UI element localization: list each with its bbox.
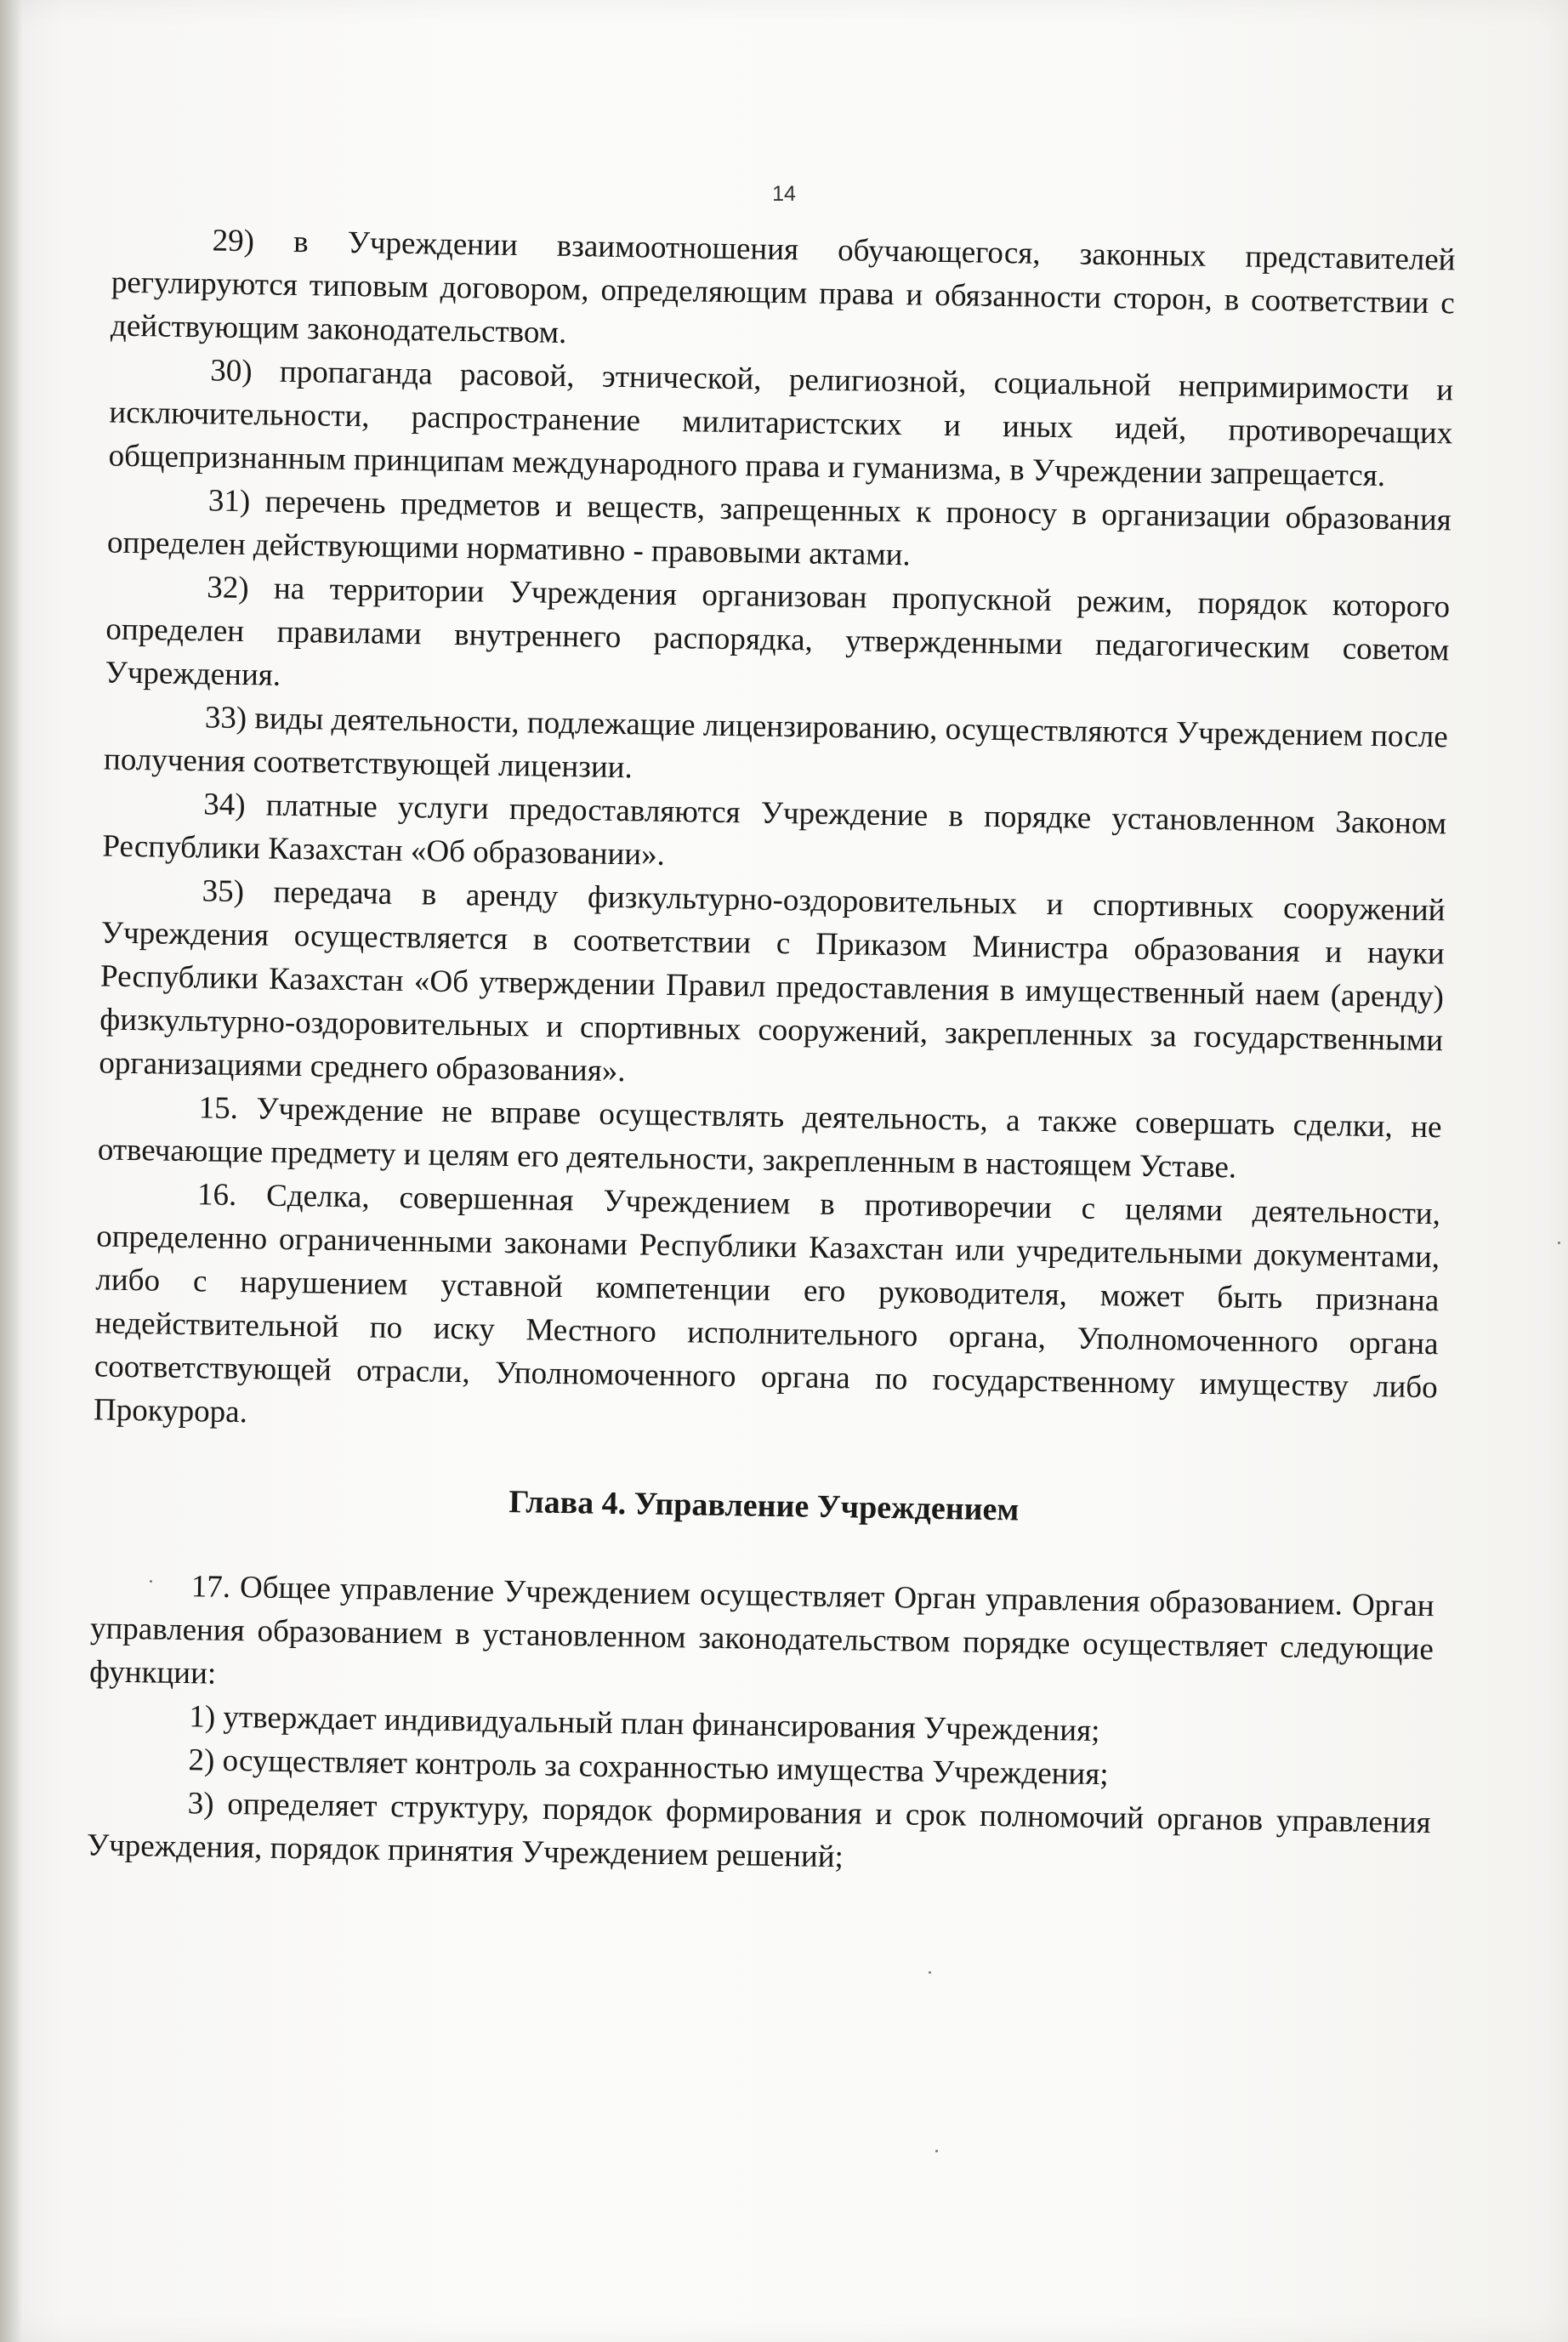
function-item-2: 2) осуществляет контроль за сохранностью имущества Учреждения; bbox=[188, 1742, 1109, 1793]
page-edge-shadow bbox=[0, 0, 22, 2342]
page-number: 14 bbox=[772, 182, 796, 206]
list-item-33: 33) виды деятельности, подлежащие лицензированию, осуществляются Учреждением после получения соответствующей лицензии. bbox=[103, 700, 1449, 786]
chapter-title: Глава 4. Управление Учреждением bbox=[508, 1484, 1020, 1528]
paragraph-15: 15. Учреждение не вправе осуществлять деятельность, а также совершать сделки, не отвечающие предмету и целям его деятельности, закрепленным в настоящем Уставе. bbox=[97, 1090, 1442, 1185]
list-item-34: 34) платные услуги предоставляются Учреждение в порядке установленном Законом Республики Казахстан «Об образовании». bbox=[102, 787, 1447, 873]
list-item-30: 30) пропаганда расовой, этнической, религиозной, социальной непримиримости и исключительности, распространение милитаристских и иных идей, противоречащих общепризнанным принципам международного права и гуманизма, в Учреждении запрещается. bbox=[108, 353, 1454, 494]
list-item-31: 31) перечень предметов и веществ, запрещенных к проносу в организации образования определен действующими нормативно - правовыми актами. bbox=[106, 483, 1452, 573]
paper-speck bbox=[1558, 1242, 1560, 1244]
paper-speck bbox=[929, 1971, 931, 1974]
paragraph-16: 16. Сделка, совершенная Учреждением в противоречии с целями деятельности, определенно ограниченными законами Республики Казахстан или учредительными документами, либо с нарушением уставной компетенции его руководителя, может быть признана недействительной по иску Местного исполнительного органа, Уполномоченного органа соответствующей отрасли, Уполномоченного органа по государственному имуществу либо Прокурора. bbox=[93, 1177, 1441, 1430]
list-item-32: 32) на территории Учреждения организован пропускной режим, порядок которого определен правилами внутреннего распорядка, утвержденными педагогическим советом Учреждения. bbox=[105, 570, 1451, 693]
function-item-3: 3) определяет структуру, порядок формирования и срок полномочий органов управления Учреждения, порядок принятия Учреждением решений; bbox=[86, 1786, 1431, 1875]
paper-speck bbox=[935, 2150, 938, 2152]
list-item-35: 35) передача в аренду физкультурно-оздоровительных и спортивных сооружений Учреждения осуществляется в соответствии с Приказом Министра образования и науки Республики Казахстан «Об утверждении Правил предоставления в имущественный наем (аренду) физкультурно-оздоровительных и спортивных сооружений, закрепленных за государственными организациями среднего образования». bbox=[99, 873, 1446, 1089]
function-item-1: 1) утверждает индивидуальный план финансирования Учреждения; bbox=[189, 1699, 1100, 1749]
document-body bbox=[87, 218, 1456, 1889]
paragraph-17: 17. Общее управление Учреждением осуществляет Орган управления образованием. Орган управления образованием в установленном законодательством порядке осуществляет следующие функции: bbox=[88, 1569, 1434, 1691]
paper-speck bbox=[150, 1580, 152, 1583]
list-item-29: 29) в Учреждении взаимоотношения обучающегося, законных представителей регулируются типовым договором, определяющим права и обязанности сторон, в соответствии с действующим законодательством. bbox=[110, 223, 1456, 350]
